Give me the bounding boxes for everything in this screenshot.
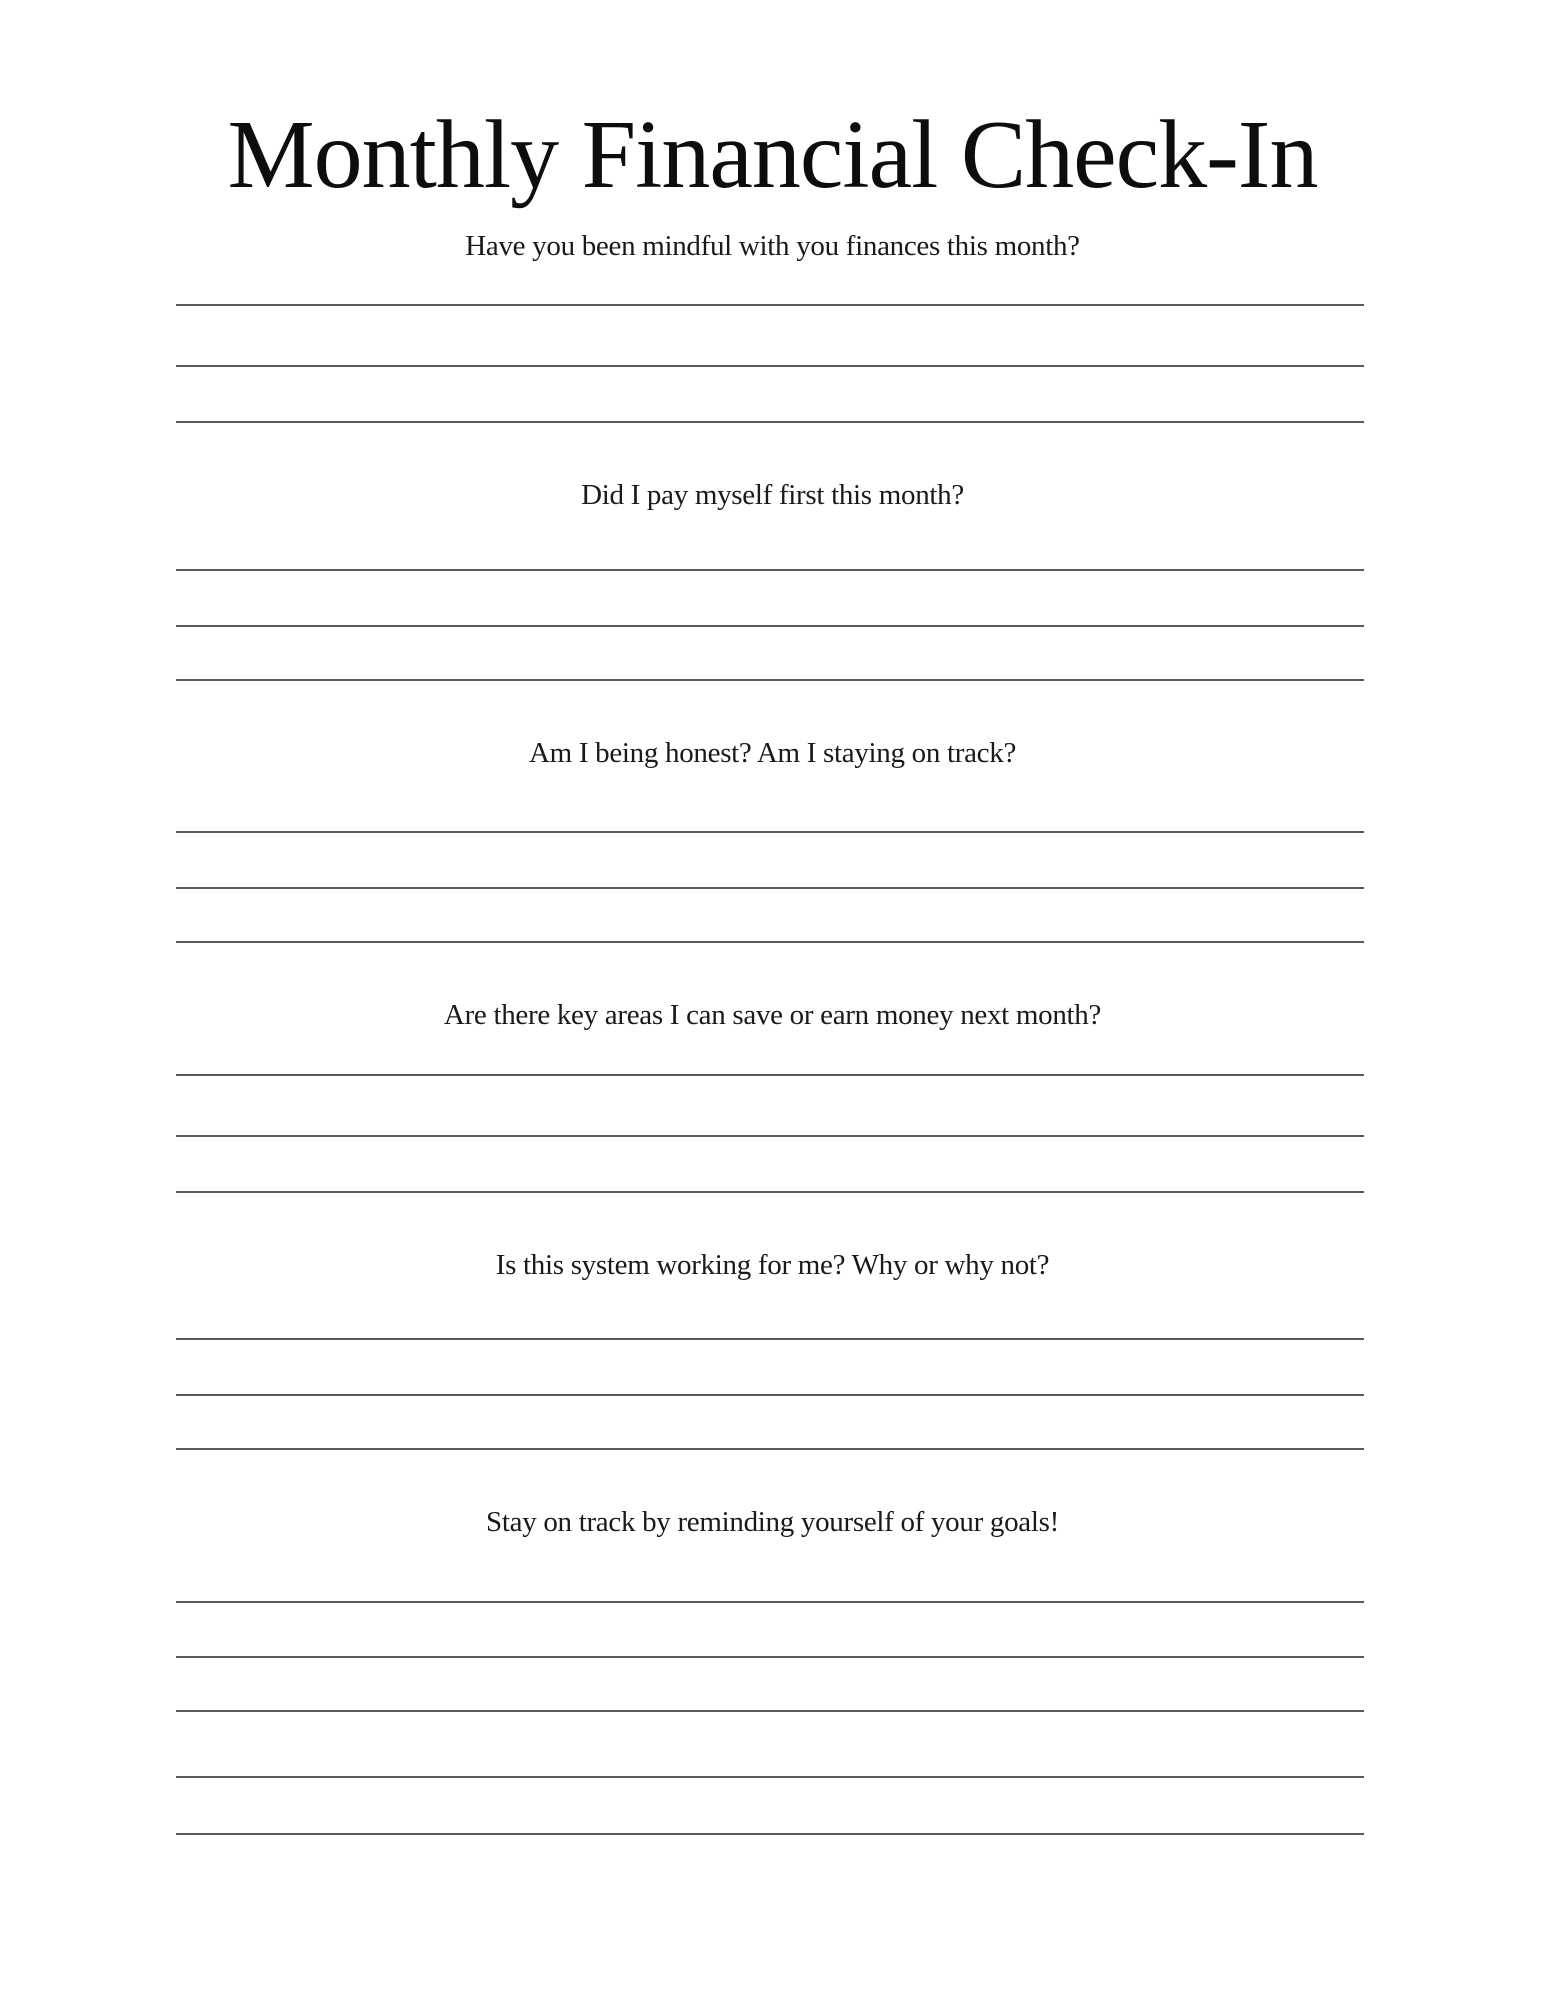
answer-line[interactable] bbox=[176, 625, 1364, 627]
question-5: Is this system working for me? Why or why not? bbox=[495, 1249, 1050, 1281]
answer-line[interactable] bbox=[176, 1656, 1364, 1658]
answer-line[interactable] bbox=[176, 1833, 1364, 1835]
answer-line[interactable] bbox=[176, 1448, 1364, 1450]
answer-line[interactable] bbox=[176, 1394, 1364, 1396]
question-4: Are there key areas I can save or earn money next month? bbox=[443, 999, 1102, 1031]
answer-line[interactable] bbox=[176, 1710, 1364, 1712]
answer-line[interactable] bbox=[176, 1135, 1364, 1137]
answer-line[interactable] bbox=[176, 1191, 1364, 1193]
answer-line[interactable] bbox=[176, 421, 1364, 423]
answer-line[interactable] bbox=[176, 1074, 1364, 1076]
answer-line[interactable] bbox=[176, 365, 1364, 367]
answer-line[interactable] bbox=[176, 304, 1364, 306]
answer-line[interactable] bbox=[176, 1776, 1364, 1778]
answer-line[interactable] bbox=[176, 941, 1364, 943]
answer-line[interactable] bbox=[176, 679, 1364, 681]
answer-line[interactable] bbox=[176, 569, 1364, 571]
answer-line[interactable] bbox=[176, 1338, 1364, 1340]
answer-line[interactable] bbox=[176, 887, 1364, 889]
question-2: Did I pay myself first this month? bbox=[581, 479, 964, 511]
answer-line[interactable] bbox=[176, 1601, 1364, 1603]
page-title: Monthly Financial Check-In bbox=[227, 101, 1318, 209]
answer-line[interactable] bbox=[176, 831, 1364, 833]
question-6: Stay on track by reminding yourself of your goals! bbox=[486, 1506, 1059, 1538]
question-1: Have you been mindful with you finances this month? bbox=[465, 230, 1080, 262]
question-3: Am I being honest? Am I staying on track? bbox=[528, 737, 1017, 769]
